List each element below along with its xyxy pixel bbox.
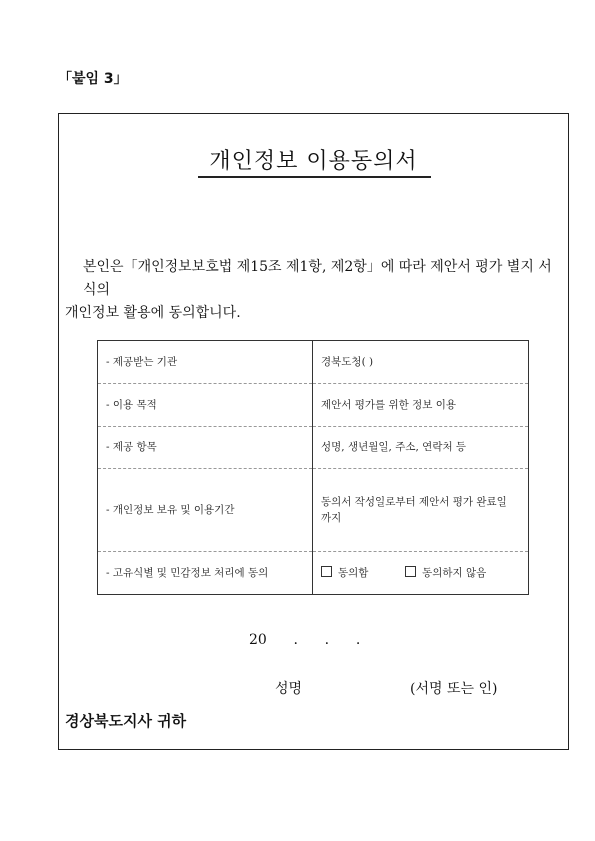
- consent-info-table: [97, 340, 529, 595]
- table-row: [98, 469, 529, 552]
- agree-checkbox[interactable]: [321, 566, 332, 577]
- table-row: [98, 383, 529, 426]
- consent-choice-cell: [313, 552, 529, 595]
- addressee: 경상북도지사 귀하: [65, 712, 187, 730]
- table-row: [98, 341, 529, 384]
- row-value: 동의서 작성일로부터 제안서 평가 완료일 까지: [313, 469, 529, 552]
- table-row: [98, 426, 529, 469]
- signature-field[interactable]: (서명 또는 인): [410, 681, 498, 697]
- disagree-checkbox[interactable]: [405, 566, 416, 577]
- signature-label: 성명: [275, 681, 303, 697]
- row-value: 제안서 평가를 위한 정보 이용: [313, 383, 529, 426]
- row-value[interactable]: 경북도청( ): [313, 341, 529, 384]
- consent-line-1: 본인은「개인정보보호법 제15조 제1항, 제2항」에 따라 제안서 평가 별지 서식의: [83, 259, 552, 298]
- row-value: 성명, 생년월일, 주소, 연락처 등: [313, 426, 529, 469]
- date-field[interactable]: 20 . . .: [249, 632, 361, 648]
- form-title: 개인정보 이용동의서: [209, 149, 418, 174]
- consent-line-2: 개인정보 활용에 동의합니다.: [65, 305, 241, 321]
- row-label: - 제공 항목: [98, 426, 313, 469]
- row-label: - 고유식별 및 민감정보 처리에 동의: [98, 552, 313, 595]
- disagree-label: 동의하지 않음: [422, 567, 487, 580]
- row-label: - 개인정보 보유 및 이용기간: [98, 469, 313, 552]
- row-label: - 이용 목적: [98, 383, 313, 426]
- attachment-label: 「붙임 3」: [58, 71, 128, 87]
- agree-label: 동의함: [338, 567, 369, 580]
- row-label: - 제공받는 기관: [98, 341, 313, 384]
- consent-statement: [65, 256, 560, 325]
- title-underline: [198, 176, 431, 178]
- table-row: [98, 552, 529, 595]
- consent-form: [58, 113, 569, 750]
